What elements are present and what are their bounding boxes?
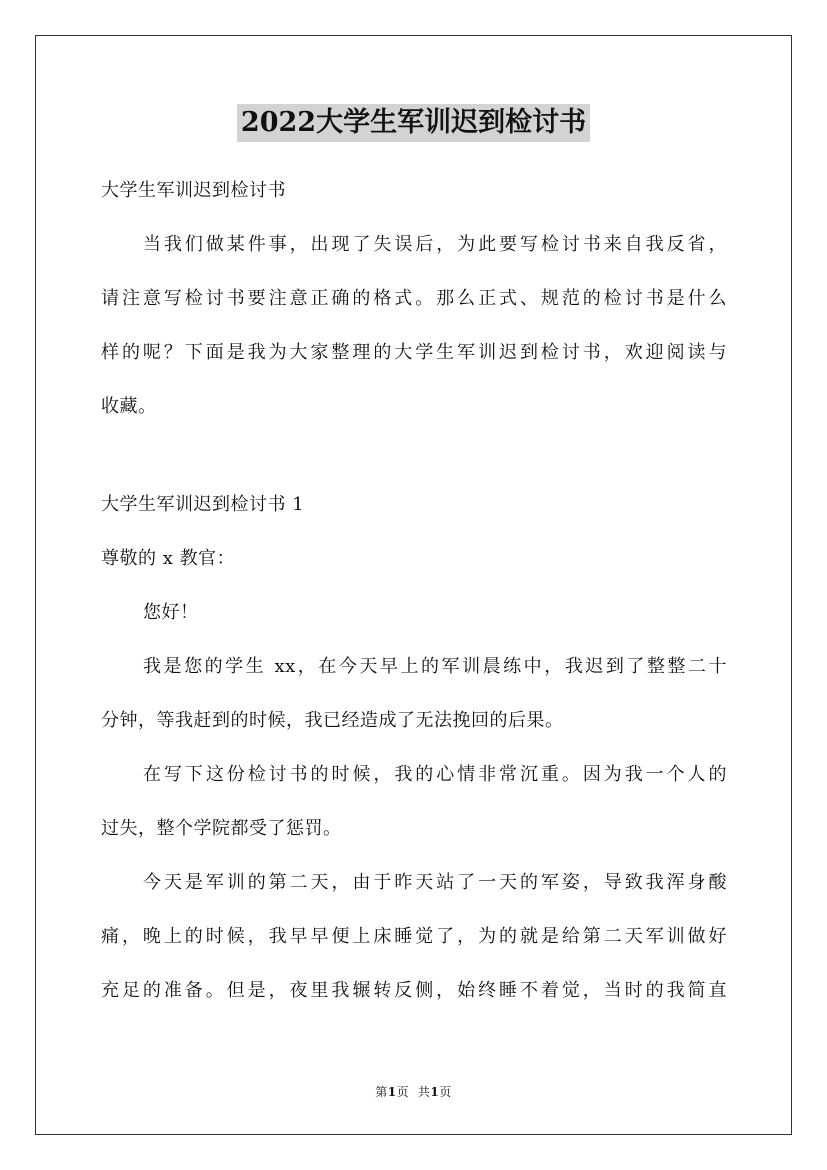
paragraph-line: 当我们做某件事，出现了失误后，为此要写检讨书来自我反省，: [143, 234, 727, 255]
paragraph-line: 样的呢？下面是我为大家整理的大学生军训迟到检讨书，欢迎阅读与: [101, 342, 727, 363]
paragraph-line: 我是您的学生 xx，在今天早上的军训晨练中，我迟到了整整二十: [143, 656, 727, 677]
paragraph-line: 今天是军训的第二天，由于昨天站了一天的军姿，导致我浑身酸: [143, 872, 727, 893]
title-container: [0, 104, 827, 142]
page-label-prefix: 第: [375, 1085, 388, 1099]
page-number: 1: [387, 1085, 397, 1099]
total-label-suffix: 页: [439, 1085, 452, 1099]
paragraph-line: 请注意写检讨书要注意正确的格式。那么正式、规范的检讨书是什么: [101, 288, 727, 309]
paragraph-line: 分钟，等我赶到的时候，我已经造成了无法挽回的后果。: [101, 710, 564, 731]
section-heading: 大学生军训迟到检讨书 1: [101, 494, 305, 515]
paragraph-line: 充足的准备。但是，夜里我辗转反侧，始终睡不着觉，当时的我简直: [101, 980, 727, 1001]
paragraph-line: 痛，晚上的时候，我早早便上床睡觉了，为的就是给第二天军训做好: [101, 926, 727, 947]
document-body: [101, 164, 727, 1018]
paragraph-line: 收藏。: [101, 396, 157, 417]
document-title: 2022大学生军训迟到检讨书: [237, 104, 590, 142]
salutation: 尊敬的 x 教官：: [101, 548, 236, 569]
paragraph-line: 过失，整个学院都受了惩罚。: [101, 818, 342, 839]
page-label-suffix: 页: [396, 1085, 410, 1099]
total-label-prefix: 共: [417, 1085, 431, 1099]
greeting: 您好！: [143, 602, 199, 623]
total-pages: 1: [430, 1085, 440, 1099]
paragraph-line: 在写下这份检讨书的时候，我的心情非常沉重。因为我一个人的: [143, 764, 727, 785]
blank-gap: [101, 434, 727, 478]
section-heading: 大学生军训迟到检讨书: [101, 180, 286, 201]
page-footer: [0, 1083, 827, 1100]
